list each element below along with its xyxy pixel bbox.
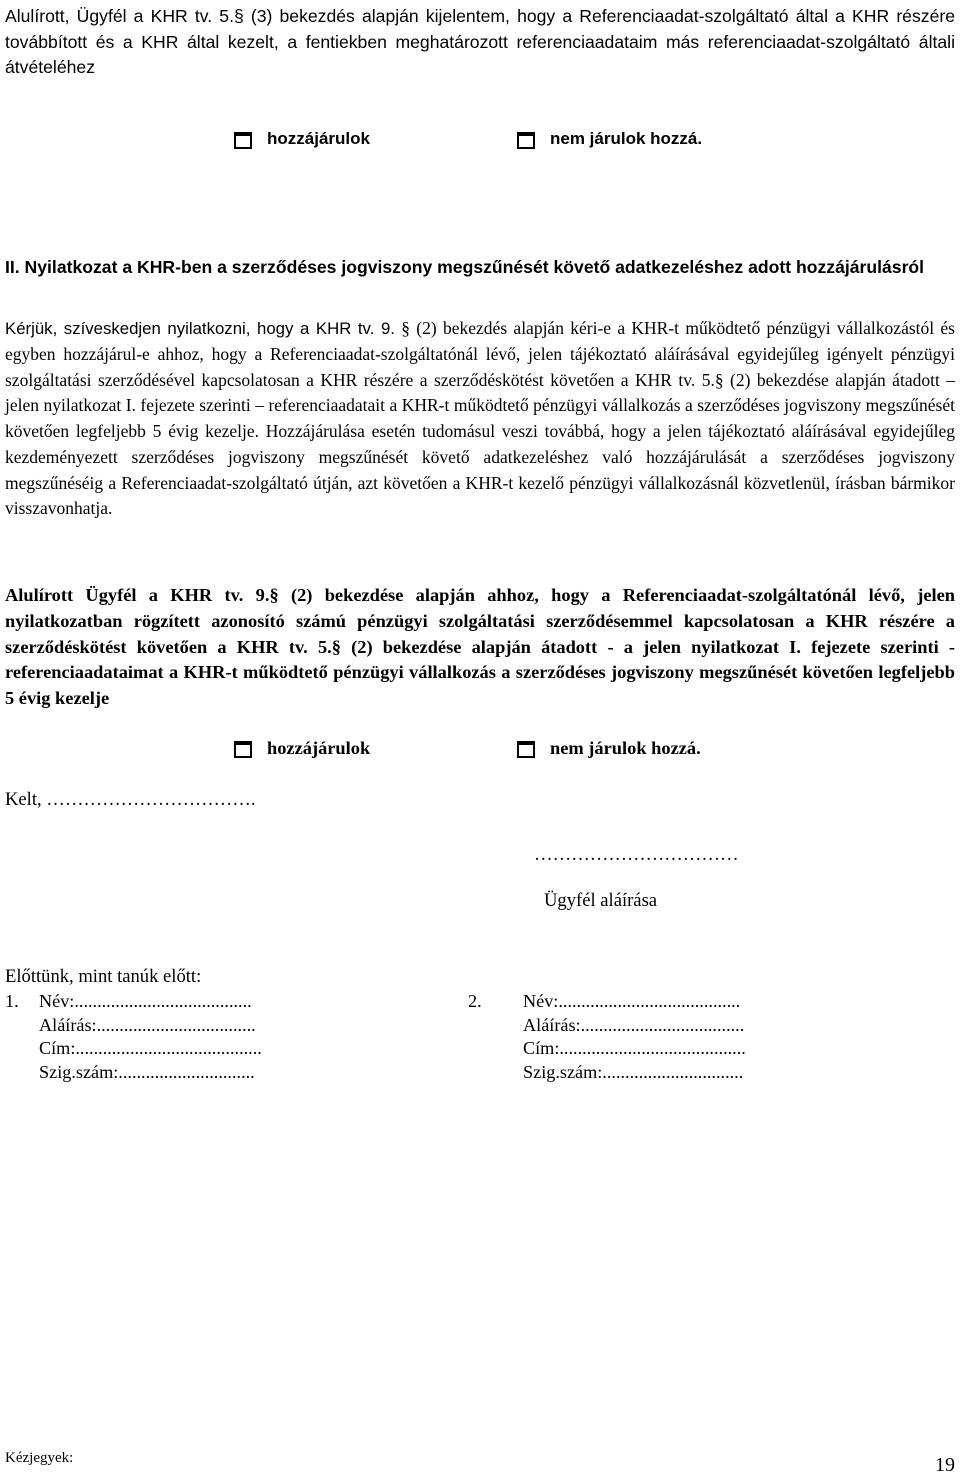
checkbox-icon[interactable] [234, 741, 252, 758]
checkbox-disagree-2[interactable] [517, 738, 701, 759]
consent-paragraph-1: Alulírott, Ügyfél a KHR tv. 5.§ (3) bekezdés alapján kijelentem, hogy a Referenciaadat-szolgáltató által a KHR részére továbbított és a KHR által kezelt, a fentiekben meghatározott referenciaadataim más referenciaadat-szolgáltató általi átvételéhez [5, 6, 955, 78]
section-2-intro: Kérjük, szíveskedjen nyilatkozni, hogy a KHR tv. 9. [5, 319, 395, 338]
witness-2-name-field[interactable]: Név:........................................ [523, 991, 741, 1011]
section-2-declaration: Alulírott Ügyfél a KHR tv. 9.§ (2) bekezdése alapján ahhoz, hogy a Referenciaadat-szolgáltatónál lévő, jelen nyilatkozatban rögzített azonosító számú pénzügyi szolgáltatási szerződésemmel kapcsolatosan a KHR részére a szerződéskötést követően a KHR tv. 5.§ (2) bekezdése alapján átadott - a jelen nyilatkozat I. fejezete szerinti - referenciaadataimat a KHR-t működtető pénzügyi vállalkozás a szerződéses jogviszony megszűnését követően legfeljebb 5 évig kezelje [5, 585, 955, 708]
witness-2-number-text: 2. [468, 991, 482, 1011]
checkbox-icon[interactable] [517, 132, 535, 149]
witness-1-number [5, 990, 19, 1014]
witness-2-signature-field[interactable]: Aláírás:.................................... [523, 1014, 745, 1035]
checkbox-agree-2-label: hozzájárulok [267, 738, 371, 758]
checkbox-disagree-1[interactable] [517, 129, 702, 149]
witness-1-address-field[interactable]: Cím:......................................... [39, 1038, 262, 1058]
witness-2-fields [523, 990, 746, 1084]
witness-1-name-field[interactable]: Név:....................................... [39, 991, 252, 1011]
checkbox-agree-2[interactable] [234, 738, 370, 759]
checkbox-icon[interactable] [234, 132, 252, 149]
witness-2-number [468, 990, 482, 1014]
witness-1-fields [39, 990, 262, 1084]
witness-1-number-text: 1. [5, 991, 19, 1011]
signature-label: Ügyfél aláírása [544, 890, 658, 911]
witness-2-address-field[interactable]: Cím:......................................... [523, 1038, 746, 1058]
page-number: 19 [935, 1454, 955, 1476]
witness-1-signature-field[interactable]: Aláírás:................................... [39, 1014, 256, 1035]
witnesses-title: Előttünk, mint tanúk előtt: [5, 966, 202, 987]
date-place-field[interactable]: Kelt, ……………………………. [5, 789, 256, 810]
checkbox-icon[interactable] [517, 741, 535, 758]
checkbox-disagree-2-label: nem járulok hozzá. [550, 738, 701, 758]
section-2-heading: II. Nyilatkozat a KHR-ben a szerződéses jogviszony megszűnését követő adatkezeléshez adott hozzájárulásról [5, 257, 925, 277]
checkbox-disagree-1-label: nem járulok hozzá. [550, 129, 703, 148]
section-2-body [5, 316, 955, 522]
checkbox-agree-1[interactable] [234, 129, 370, 149]
signature-line[interactable]: …………………………… [534, 844, 739, 865]
checkbox-agree-1-label: hozzájárulok [267, 129, 370, 148]
initials-label: Kézjegyek: [5, 1450, 74, 1466]
witness-2-id-field[interactable]: Szig.szám:............................... [523, 1061, 744, 1082]
witness-1-id-field[interactable]: Szig.szám:.............................. [39, 1061, 255, 1082]
section-2-body-text: § (2) bekezdés alapján kéri-e a KHR-t működtető pénzügyi vállalkozástól és egyben hozzájárul-e ahhoz, hogy a Referenciaadat-szolgáltatónál lévő, jelen tájékoztató aláírásával egyidejűleg igényelt pénzügyi szolgáltatási szerződésével kapcsolatosan a KHR részére a szerződéskötést követően a KHR tv. 5.§ (2) bekezdése alapján átadott – jelen nyilatkozat I. fejezete szerinti – referenciaadatait a KHR-t működtető pénzügyi vállalkozás a szerződéses jogviszony megszűnését követően legfeljebb 5 évig kezelje. Hozzájárulása esetén tudomásul veszi továbbá, hogy a jelen tájékoztató aláírásával egyidejűleg kezdeményezett szerződéses jogviszony megszűnését követő adatkezeléshez való hozzájárulását a szerződéses jogviszony megszűnéséig a Referenciaadat-szolgáltató útján, azt követően a KHR-t kezelő pénzügyi vállalkozásnál közvetlenül, írásban bármikor visszavonhatja. [5, 318, 955, 519]
